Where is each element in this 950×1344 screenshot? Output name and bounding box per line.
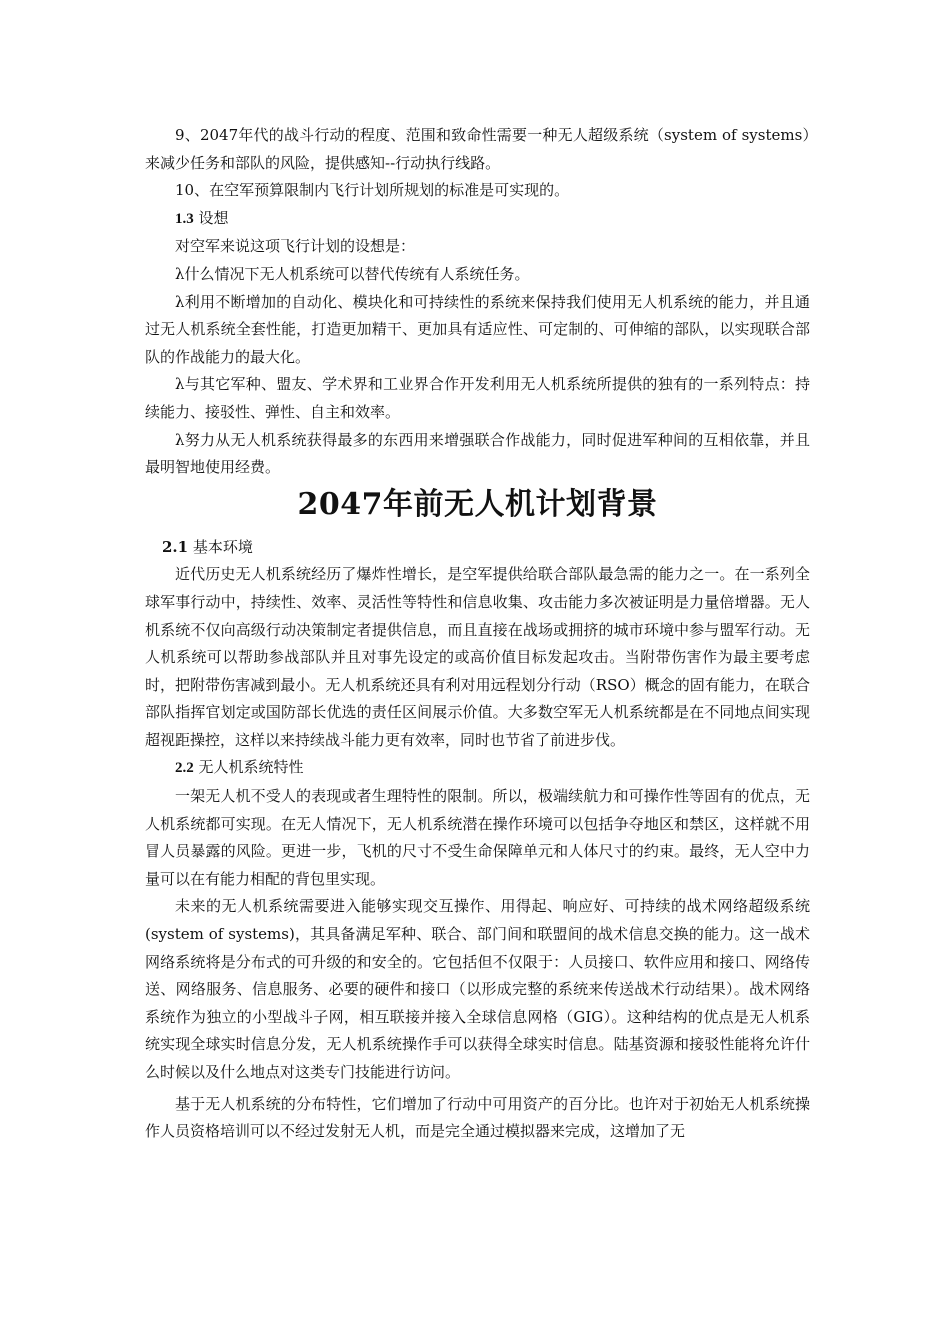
paragraph-basic-environment: 近代历史无人机系统经历了爆炸性增长，是空军提供给联合部队最急需的能力之一。在一系列全球军事行动中，持续性、效率、灵活性等特性和信息收集、攻击能力多次被证明是力量倍增器。无人机系统不仅向高级行动决策制定者提供信息，而且直接在战场或拥挤的城市环境中参与盟军行动。无人机系统可以帮助参战部队并且对事先设定的或高价值目标发起攻击。当附带伤害作为最主要考虑时，把附带伤害减到最小。无人机系统还具有利对用远程划分行动（RSO）概念的固有能力，在联合部队指挥官划定或国防部长优选的责任区间展示价值。大多数空军无人机系统都是在不同地点间实现超视距操控，这样以来持续战斗能力更有效率，同时也节省了前进步伐。 — [145, 565, 810, 749]
section-heading-1-3 — [145, 205, 810, 234]
section-heading-2-1 — [145, 534, 810, 562]
paragraph-vision-4: λ努力从无人机系统获得最多的东西用来增强联合作战能力，同时促进军种间的互相依靠，并且最明智地使用经费。 — [145, 430, 810, 477]
section-number: 1.3 — [175, 210, 194, 227]
paragraph-item-9: 9、2047年代的战斗行动的程度、范围和致命性需要一种无人超级系统（system of systems）来减少任务和部队的风险，提供感知--行动执行线路。 — [145, 126, 810, 172]
paragraph-vision-intro: 对空军来说这项飞行计划的设想是： — [175, 237, 416, 256]
paragraph-item-10: 10、在空军预算限制内飞行计划所规划的标准是可实现的。 — [175, 181, 570, 200]
section-title: 无人机系统特性 — [198, 758, 304, 777]
paragraph-characteristics-2: 未来的无人机系统需要进入能够实现交互操作、用得起、响应好、可持续的战术网络超级系统(system of systems)，其具备满足军种、联合、部门间和联盟间的战术信息交换的能力。这一战术网络系统将是分布式的可升级的和安全的。它包括但不仅限于：人员接口、软件应用和接口、网络传送、网络服务、信息服务、必要的硬件和接口（以形成完整的系统来传送战术行动结果）。战术网络系统作为独立的小型战斗子网，相互联接并接入全球信息网格（GIG）。这种结构的优点是无人机系统实现全球实时信息分发，无人机系统操作手可以获得全球实时信息。陆基资源和接驳性能将允许什么时候以及什么地点对这类专门技能进行访问。 — [145, 897, 810, 1081]
section-title: 基本环境 — [192, 537, 253, 556]
paragraph-vision-2: λ利用不断增加的自动化、模块化和可持续性的系统来保持我们使用无人机系统的能力，并且通过无人机系统全套性能，打造更加精干、更加具有适应性、可定制的、可伸缩的部队，以实现联合部队的作战能力的最大化。 — [145, 292, 810, 366]
paragraph-vision-1: λ什么情况下无人机系统可以替代传统有人系统任务。 — [175, 264, 530, 283]
section-number: 2.2 — [175, 760, 194, 777]
paragraph-characteristics-1: 一架无人机不受人的表现或者生理特性的限制。所以，极端续航力和可操作性等固有的优点，无人机系统都可实现。在无人情况下，无人机系统潜在操作环境可以包括争夺地区和禁区，这样就不用冒人员暴露的风险。更进一步，飞机的尺寸不受生命保障单元和人体尺寸的约束。最终，无人空中力量可以在有能力相配的背包里实现。 — [145, 787, 810, 888]
section-title: 设想 — [198, 208, 229, 227]
document-body — [145, 122, 810, 1146]
section-number: 2.1 — [162, 537, 189, 556]
chapter-title: 2047年前无人机计划背景 — [297, 486, 658, 522]
paragraph-characteristics-3: 基于无人机系统的分布特性，它们增加了行动中可用资产的百分比。也许对于初始无人机系统操作人员资格培训可以不经过发射无人机，而是完全通过模拟器来完成，这增加了无 — [145, 1094, 810, 1141]
paragraph-vision-3: λ与其它军种、盟友、学术界和工业界合作开发利用无人机系统所提供的独有的一系列特点：持续能力、接驳性、弹性、自主和效率。 — [145, 375, 810, 421]
section-heading-2-2 — [145, 754, 810, 783]
